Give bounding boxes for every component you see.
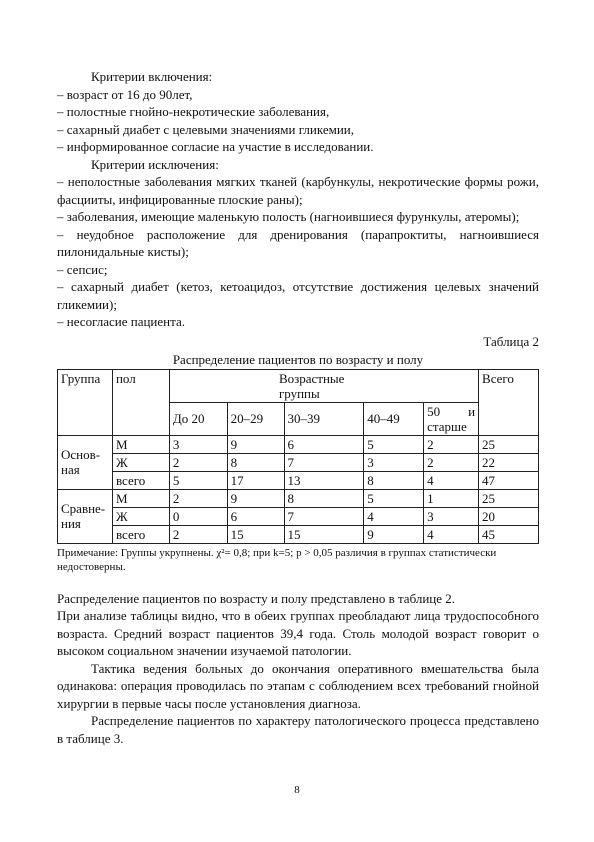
table-cell: 25 bbox=[479, 489, 539, 507]
exclusion-item: – сахарный диабет (кетоз, кетоацидоз, отсутствие достижения целевых значений гликемии); bbox=[57, 279, 539, 312]
table-cell: М bbox=[112, 435, 169, 453]
exclusion-item: – неудобное расположение для дренирования (парапроктиты, нагноившиеся пилонидальные кисты); bbox=[57, 226, 539, 259]
table-cell: 8 bbox=[227, 453, 284, 471]
table-cell: 22 bbox=[479, 453, 539, 471]
table-cell: 2 bbox=[169, 525, 227, 543]
inclusion-item: – сахарный диабет с целевыми значениями гликемии, bbox=[57, 121, 354, 137]
inclusion-item: – информированное согласие на участие в исследовании. bbox=[57, 139, 374, 154]
table-cell: Ж bbox=[112, 507, 169, 525]
table-row bbox=[58, 471, 539, 489]
header-age: 20–29 bbox=[227, 402, 284, 435]
header-age: 50 и старше bbox=[424, 402, 479, 435]
table-row bbox=[58, 489, 539, 507]
body-paragraph: Распределение пациентов по характеру патологического процесса представлено в таблице 3. bbox=[57, 713, 539, 746]
group-name: Основ-ная bbox=[58, 435, 113, 489]
table-cell: 9 bbox=[227, 435, 284, 453]
table-cell: 2 bbox=[424, 453, 479, 471]
table-cell: 4 bbox=[424, 525, 479, 543]
table-cell: 9 bbox=[364, 525, 424, 543]
table-cell: 4 bbox=[424, 471, 479, 489]
header-age: 30–39 bbox=[284, 402, 364, 435]
table-header-row bbox=[58, 369, 539, 402]
table-cell: 2 bbox=[169, 453, 227, 471]
table-cell: 8 bbox=[364, 471, 424, 489]
body-paragraph: Распределение пациентов по возрасту и полу представлено в таблице 2. bbox=[57, 590, 456, 606]
table-cell: 9 bbox=[227, 489, 284, 507]
table-cell: всего bbox=[112, 471, 169, 489]
table-cell: 3 bbox=[364, 453, 424, 471]
table-cell: 47 bbox=[479, 471, 539, 489]
table-row bbox=[58, 525, 539, 543]
table-cell: 15 bbox=[284, 525, 364, 543]
table-cell: 7 bbox=[284, 507, 364, 525]
table-row bbox=[58, 507, 539, 525]
exclusion-heading: Критерии исключения: bbox=[91, 156, 219, 172]
group-name: Сравне-ния bbox=[58, 489, 113, 543]
table-cell: 15 bbox=[227, 525, 284, 543]
distribution-table bbox=[57, 369, 539, 544]
header-sex: пол bbox=[112, 369, 169, 435]
table-row bbox=[58, 435, 539, 453]
table-cell: 45 bbox=[479, 525, 539, 543]
header-group: Группа bbox=[58, 369, 113, 435]
table-cell: 20 bbox=[479, 507, 539, 525]
table-cell: 25 bbox=[479, 435, 539, 453]
table-cell: 3 bbox=[424, 507, 479, 525]
table-cell: 0 bbox=[169, 507, 227, 525]
inclusion-heading: Критерии включения: bbox=[91, 69, 213, 84]
table-cell: 5 bbox=[364, 489, 424, 507]
table-cell: 5 bbox=[169, 471, 227, 489]
table-cell: 2 bbox=[169, 489, 227, 507]
table-caption: Распределение пациентов по возрасту и полу bbox=[172, 352, 424, 367]
inclusion-item: – полостные гнойно-некротические заболевания, bbox=[57, 104, 330, 119]
table-cell: 8 bbox=[284, 489, 364, 507]
table-cell: 6 bbox=[227, 507, 284, 525]
table-cell: 13 bbox=[284, 471, 364, 489]
header-age-groups-label: Возрастные группы bbox=[278, 370, 345, 401]
header-age: До 20 bbox=[169, 402, 227, 435]
exclusion-item: – заболевания, имеющие маленькую полость (нагноившиеся фурункулы, атеромы); bbox=[57, 209, 520, 224]
exclusion-item: – сепсис; bbox=[57, 261, 108, 277]
page-content bbox=[57, 68, 539, 747]
page-number: 8 bbox=[294, 784, 300, 796]
table-cell: 2 bbox=[424, 435, 479, 453]
header-age: 40–49 bbox=[364, 402, 424, 435]
table-cell: всего bbox=[112, 525, 169, 543]
body-paragraph: Тактика ведения больных до окончания оперативного вмешательства была одинакова: операция проводилась по этапам с соблюдением всех требований гнойной хирургии в первые часы после установления диагноза. bbox=[57, 660, 539, 711]
inclusion-item: – возраст от 16 до 90лет, bbox=[57, 86, 193, 102]
exclusion-item: – неполостные заболевания мягких тканей (карбункулы, некротические формы рожи, фасцииты, инфицированные плоские раны); bbox=[57, 174, 539, 207]
table-row bbox=[58, 453, 539, 471]
table-cell: Ж bbox=[112, 453, 169, 471]
table-cell: 7 bbox=[284, 453, 364, 471]
header-total: Всего bbox=[479, 369, 539, 435]
table-cell: 5 bbox=[364, 435, 424, 453]
header-age-groups bbox=[169, 369, 478, 402]
table-cell: 6 bbox=[284, 435, 364, 453]
table-cell: 3 bbox=[169, 435, 227, 453]
table-number: Таблица 2 bbox=[483, 333, 539, 349]
table-cell: М bbox=[112, 489, 169, 507]
exclusion-item: – несогласие пациента. bbox=[57, 314, 185, 329]
table-note: Примечание: Группы укрупнены. χ²= 0,8; при k=5; p > 0,05 различия в группах статистически недостоверны. bbox=[57, 546, 497, 573]
table-cell: 17 bbox=[227, 471, 284, 489]
table-cell: 4 bbox=[364, 507, 424, 525]
table-cell: 1 bbox=[424, 489, 479, 507]
body-paragraph: При анализе таблицы видно, что в обеих группах преобладают лица трудоспособного возраста. Средний возраст пациентов 39,4 года. Столь молодой возраст говорит о высоком социальном значении изучаемой патологии. bbox=[57, 608, 539, 658]
